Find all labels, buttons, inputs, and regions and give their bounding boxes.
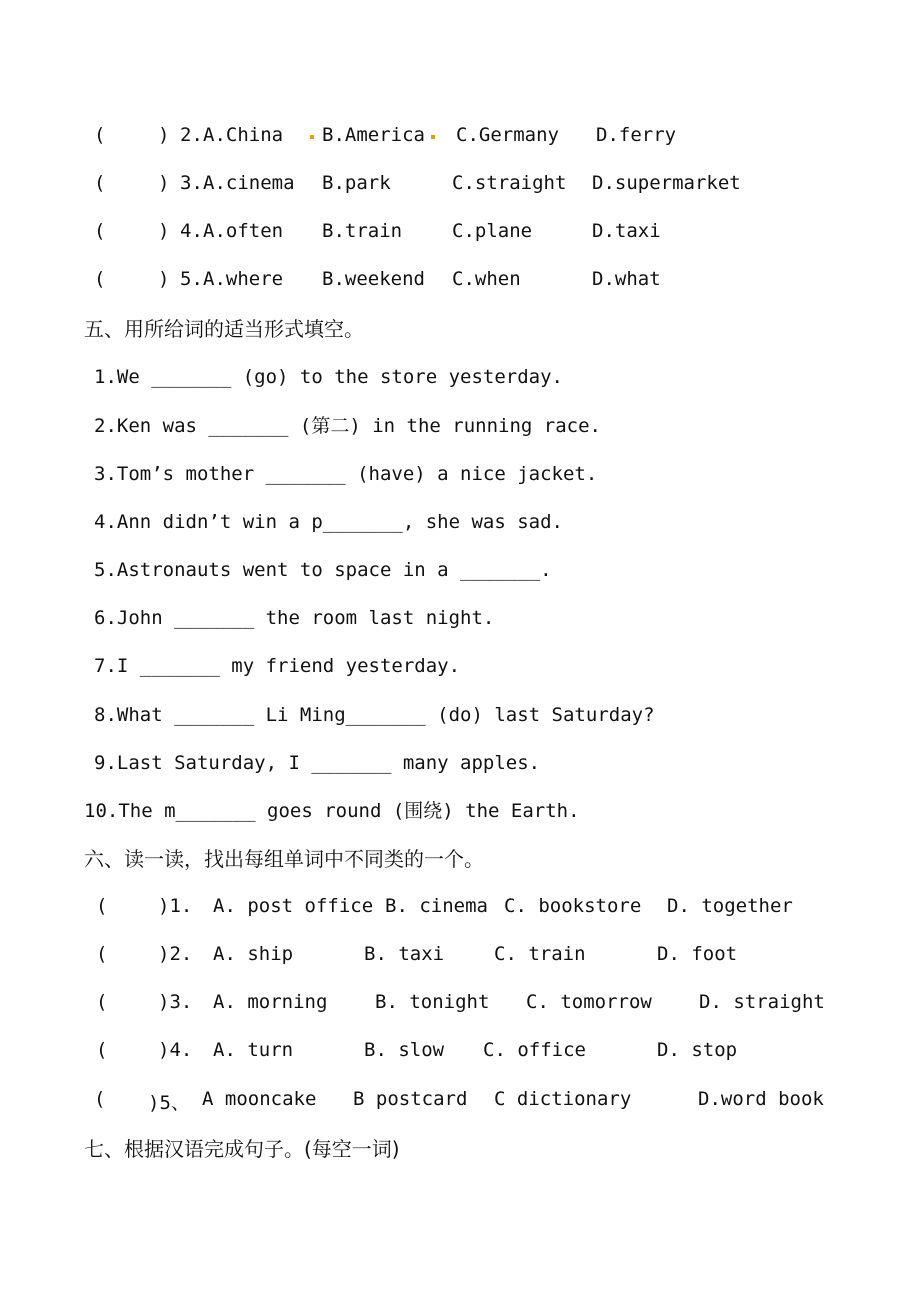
fill-in-item: 1.We _______ (go) to the store yesterday.	[94, 366, 563, 388]
option-d: D. straight	[699, 991, 825, 1013]
option-c: C.straight	[452, 172, 567, 194]
option-a: A.China	[203, 124, 284, 146]
section6-heading: 六、读一读，找出每组单词中不同类的一个。	[84, 847, 484, 871]
fill-in-item: 4.Ann didn’t win a p_______, she was sad.	[94, 511, 563, 533]
question-number: )1.	[158, 895, 193, 917]
question-number: )5、	[148, 1092, 190, 1114]
answer-paren-open: (	[94, 268, 106, 290]
option-c: C. bookstore	[504, 895, 642, 917]
option-b: B. cinema	[385, 895, 488, 917]
question-number: 4.	[180, 220, 203, 242]
answer-paren-open: (	[94, 220, 106, 242]
option-d: D. foot	[657, 943, 738, 965]
option-c: C. tomorrow	[526, 991, 652, 1013]
fill-in-item: 3.Tom’s mother _______ (have) a nice jacket.	[94, 463, 598, 485]
answer-paren-close: )	[158, 220, 170, 242]
question-number: 3.	[180, 172, 203, 194]
option-b: B. taxi	[364, 943, 445, 965]
fill-in-item: 10.The m_______ goes round (围绕) the Earth.	[84, 800, 580, 822]
option-a: A. post office	[213, 895, 374, 917]
option-a: A. morning	[213, 991, 328, 1013]
option-c: C. train	[494, 943, 586, 965]
answer-paren-close: )	[158, 172, 170, 194]
option-b: B. tonight	[375, 991, 490, 1013]
question-number: )3.	[158, 991, 193, 1013]
answer-paren-open: (	[94, 172, 106, 194]
fill-in-item: 6.John _______ the room last night.	[94, 607, 495, 629]
option-d: D.ferry	[596, 124, 677, 146]
fill-in-item: 2.Ken was _______ (第二) in the running race.	[94, 415, 601, 437]
option-b: B. slow	[364, 1039, 445, 1061]
option-a: A.where	[203, 268, 284, 290]
option-a: A.often	[203, 220, 284, 242]
option-c: C dictionary	[494, 1088, 632, 1110]
fill-in-item: 7.I _______ my friend yesterday.	[94, 655, 461, 677]
decorative-dot	[310, 135, 314, 139]
answer-paren-open: (	[94, 1088, 106, 1110]
answer-paren-open: (	[96, 895, 108, 917]
option-b: B.weekend	[322, 268, 425, 290]
question-number: )4.	[158, 1039, 193, 1061]
question-number: 5.	[180, 268, 203, 290]
section7-heading: 七、根据汉语完成句子。(每空一词)	[84, 1137, 400, 1161]
option-d: D.what	[592, 268, 661, 290]
option-a: A. turn	[213, 1039, 294, 1061]
option-c: C. office	[483, 1039, 586, 1061]
answer-paren-close: )	[158, 124, 170, 146]
option-b: B postcard	[353, 1088, 468, 1110]
option-b: B.America	[322, 124, 425, 146]
option-d: D. stop	[657, 1039, 738, 1061]
section5-heading: 五、用所给词的适当形式填空。	[84, 317, 364, 341]
question-number: 2.	[180, 124, 203, 146]
answer-paren-close: )	[158, 268, 170, 290]
answer-paren-open: (	[96, 943, 108, 965]
fill-in-item: 5.Astronauts went to space in a _______.	[94, 559, 552, 581]
decorative-dot	[431, 135, 435, 139]
option-c: C.when	[452, 268, 521, 290]
option-d: D. together	[667, 895, 793, 917]
option-a: A.cinema	[203, 172, 295, 194]
option-c: C.plane	[452, 220, 533, 242]
option-b: B.park	[322, 172, 391, 194]
option-d: D.taxi	[592, 220, 661, 242]
question-number: )2.	[158, 943, 193, 965]
option-a: A mooncake	[202, 1088, 317, 1110]
answer-paren-open: (	[94, 124, 106, 146]
option-d: D.supermarket	[592, 172, 741, 194]
fill-in-item: 9.Last Saturday, I _______ many apples.	[94, 752, 541, 774]
option-d: D.word book	[698, 1088, 824, 1110]
option-b: B.train	[322, 220, 403, 242]
option-a: A. ship	[213, 943, 294, 965]
option-c: C.Germany	[456, 124, 559, 146]
fill-in-item: 8.What _______ Li Ming_______ (do) last Saturday?	[94, 704, 655, 726]
answer-paren-open: (	[96, 1039, 108, 1061]
answer-paren-open: (	[96, 991, 108, 1013]
